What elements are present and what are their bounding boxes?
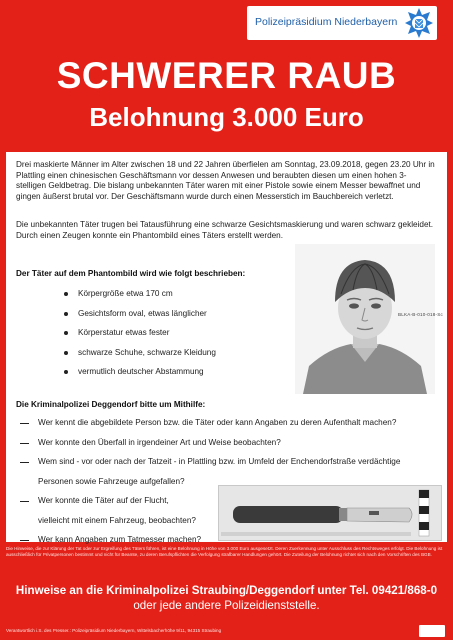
content-panel [6, 152, 447, 542]
poster-headline: SCHWERER RAUB [56, 55, 397, 96]
sketch-reference-id: BLKA-B-010-018-Sc [397, 312, 443, 317]
police-star-icon [404, 7, 434, 39]
list-item: vermutlich deutscher Abstammung [62, 367, 216, 387]
knife-icon [219, 486, 441, 540]
appeal-title: Die Kriminalpolizei Deggendorf bitte um Mithilfe: [16, 400, 206, 409]
list-item: Gesichtsform oval, etwas länglicher [62, 309, 216, 329]
authority-logo-box [247, 6, 437, 40]
suspect-sketch [295, 244, 435, 394]
contact-line-1: Hinweise an die Kriminalpolizei Straubing/Deggendorf unter Tel. 09421/868-0 [15, 584, 438, 597]
suspect-face-icon [295, 244, 435, 394]
reward-amount: Belohnung 3.000 Euro [89, 102, 364, 132]
imprint: Verantwortlich i.S. des Presser.: Polizeipräsidium Niederbayern, Wittelsbacherhöhe 9/11, 94315 Straubing [6, 628, 222, 633]
knife-photo [218, 485, 442, 541]
legal-fineprint: Die Hinweise, die zur Klärung der Tat oder zur Ergreifung des Täters führen, ist eine Belohnung in Höhe von 3.000 Euro ausgesetzt. Deren Zuerkennung unter Ausschluss des Rechtsweges erfolgt. Die Belohnung ist ausschließlich für Privatpersonen bestimmt und nicht für Beamte, zu deren Berufspflichten die Verfolgung strafbarer Handlungen gehört. Die Zuteilung der Belohnung richtet sich nach den Vorschriften des BGB. [6, 546, 443, 558]
list-item: Personen sowie Fahrzeuge aufgefallen? [38, 476, 185, 486]
list-item: vielleicht mit einem Fahrzeug, beobachten? [38, 515, 196, 525]
description-title: Der Täter auf dem Phantombild wird wie folgt beschrieben: [16, 269, 246, 278]
contact-block [0, 583, 453, 613]
authority-name: Polizeipräsidium Niederbayern [255, 16, 398, 28]
incident-paragraph-1: Drei maskierte Männer im Alter zwischen 18 und 22 Jahren überfielen am Sonntag, 23.09.2018, gegen 23.20 Uhr in Plattling einen chinesischen Geschäftsmann vor dessen Anwesen und beraubten diesen um einen hohen 3-stelligen Geldbetrag. Die bislang unbekannten Täter waren mit einer Pistole sowie einem Messer bewaffnet und gingen äußerst brutal vor. Der Geschäftsmann wurde durch einen Messerstich im Bauchbereich verletzt. [16, 160, 435, 201]
list-item: Wer kennt die abgebildete Person bzw. die Täter oder kann Angaben zu deren Aufenthalt machen? [14, 418, 439, 429]
list-item: Wer kann Angaben zum Tatmesser machen? [14, 535, 439, 546]
incident-paragraph-2: Die unbekannten Täter trugen bei Tatausführung eine schwarze Gesichtsmaskierung und waren schwarz gekleidet. Durch einen Zeugen konnte ein Phantombild eines Täters erstellt werden. [16, 220, 434, 240]
contact-line-2: oder jede andere Polizeidienststelle. [133, 599, 320, 612]
footer-logo-icon [419, 625, 445, 637]
list-item: Wer konnte die Täter auf der Flucht, [14, 496, 439, 507]
list-item: Körpergröße etwa 170 cm [62, 289, 216, 309]
list-item: Wem sind - vor oder nach der Tatzeit - in Plattling bzw. im Umfeld der Enchendorfstraße verdächtige [14, 457, 439, 468]
list-item: schwarze Schuhe, schwarze Kleidung [62, 348, 216, 368]
list-item: Körperstatur etwas fester [62, 328, 216, 348]
poster-header [0, 0, 453, 50]
list-item: Wer konnte den Überfall in irgendeiner Art und Weise beobachten? [14, 438, 439, 449]
description-list [62, 289, 216, 387]
